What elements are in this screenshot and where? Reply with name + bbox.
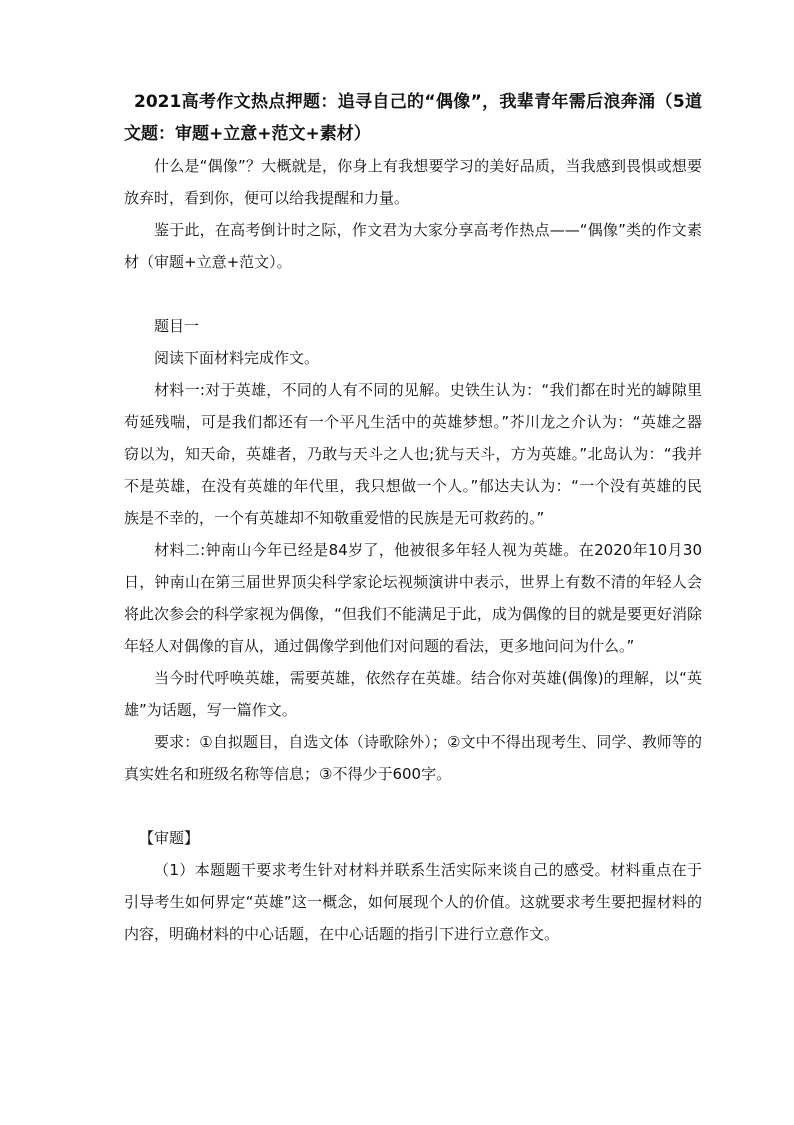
paragraph-spacer xyxy=(124,790,702,822)
document-title: 2021高考作文热点押题：追寻自己的“偶像”，我辈青年需后浪奔涌（5道文题：审题+立意+范文+素材） xyxy=(124,92,702,144)
document-body xyxy=(124,86,702,950)
instruction-text: 阅读下面材料完成作文。 xyxy=(154,349,320,367)
task-text: 当今时代呼唤英雄，需要英雄，依然存在英雄。结合你对英雄(偶像)的理解，以“英雄”为话题，写一篇作文。 xyxy=(124,669,702,719)
question-heading: 题目一 xyxy=(154,317,200,335)
review-heading: 【审题】 xyxy=(139,829,200,847)
material-one: 材料一:对于英雄，不同的人有不同的见解。史铁生认为：“我们都在时光的罅隙里苟延残喘，可是我们都还有一个平凡生活中的英雄梦想。”芥川龙之介认为：“英雄之器窃以为，知天命，英雄者，乃敢与天斗之人也;犹与天斗，方为英雄。”北岛认为：“我并不是英雄，在没有英雄的年代里，我只想做一个人。”郁达夫认为：“一个没有英雄的民族是不幸的，一个有英雄却不知敬重爱惜的民族是无可救药的。” xyxy=(124,381,702,527)
intro-paragraph-2: 鉴于此，在高考倒计时之际，作文君为大家分享高考作热点——“偶像”类的作文素材（审题+立意+范文）。 xyxy=(124,221,702,271)
requirements-text: 要求：①自拟题目，自选文体（诗歌除外）；②文中不得出现考生、同学、教师等的真实姓名和班级名称等信息；③不得少于600字。 xyxy=(124,733,702,783)
paragraph-spacer xyxy=(124,278,702,310)
intro-paragraph-1: 什么是“偶像”？大概就是，你身上有我想要学习的美好品质，当我感到畏惧或想要放弃时，看到你，便可以给我提醒和力量。 xyxy=(124,157,702,207)
material-two: 材料二:钟南山今年已经是84岁了，他被很多年轻人视为英雄。在2020年10月30日，钟南山在第三届世界顶尖科学家论坛视频演讲中表示，世界上有数不清的年轻人会将此次参会的科学家视为偶像，“但我们不能满足于此，成为偶像的目的就是要更好消除年轻人对偶像的盲从，通过偶像学到他们对问题的看法，更多地问问为什么。” xyxy=(124,541,702,655)
review-paragraph-1: （1）本题题干要求考生针对材料并联系生活实际来谈自己的感受。材料重点在于引导考生如何界定“英雄”这一概念，如何展现个人的价值。这就要求考生要把握材料的内容，明确材料的中心话题，在中心话题的指引下进行立意作文。 xyxy=(124,861,702,943)
